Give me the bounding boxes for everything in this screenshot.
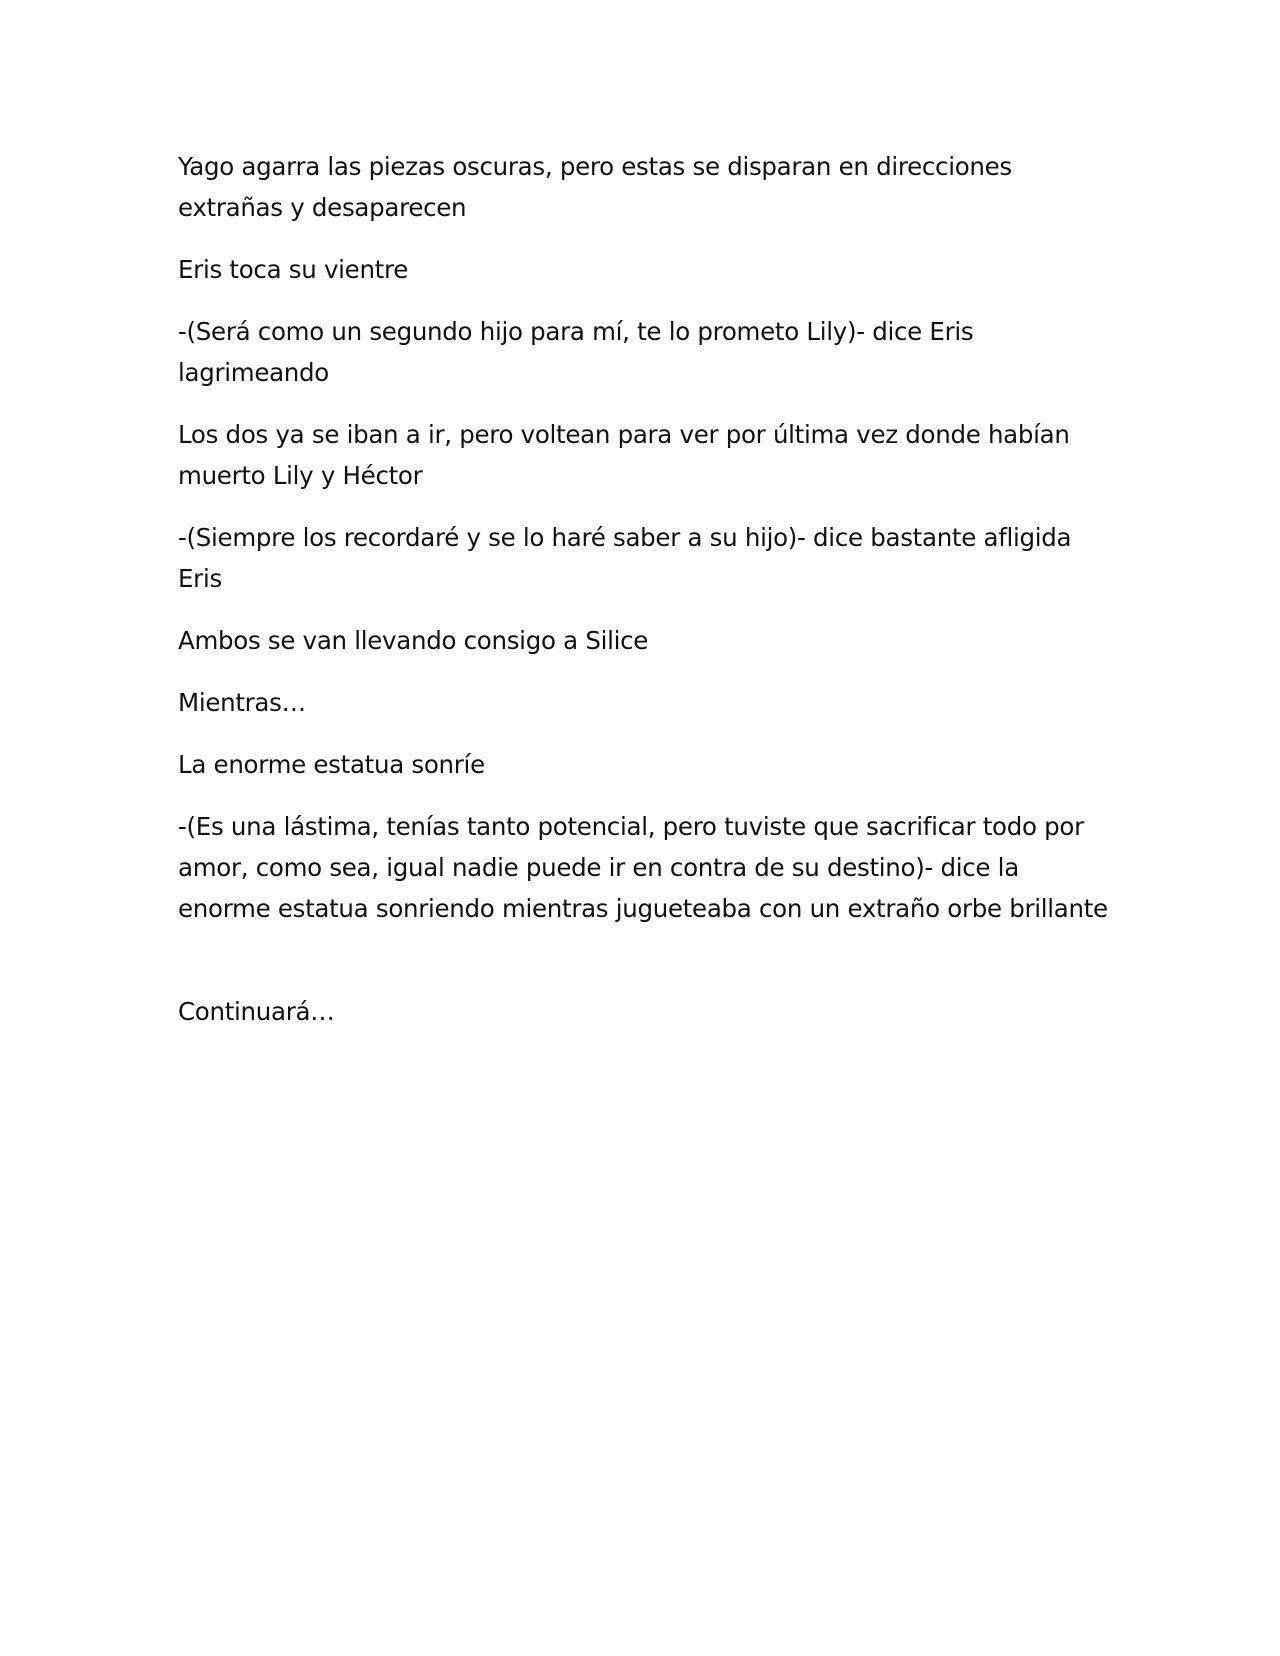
paragraph: -(Será como un segundo hijo para mí, te lo prometo Lily)- dice Eris lagrimeando bbox=[178, 317, 974, 387]
paragraph: Yago agarra las piezas oscuras, pero estas se disparan en direcciones extrañas y desaparecen bbox=[178, 152, 1012, 222]
paragraph: Los dos ya se iban a ir, pero voltean para ver por última vez donde habían muerto Lily y Héctor bbox=[178, 420, 1070, 490]
paragraph: Ambos se van llevando consigo a Silice bbox=[178, 626, 649, 655]
paragraph: Mientras… bbox=[178, 688, 306, 717]
paragraph: La enorme estatua sonríe bbox=[178, 750, 485, 779]
paragraph: -(Siempre los recordaré y se lo haré saber a su hijo)- dice bastante afligida Eris bbox=[178, 523, 1072, 593]
paragraph: -(Es una lástima, tenías tanto potencial, pero tuviste que sacrificar todo por amor, como sea, igual nadie puede ir en contra de su destino)- dice la enorme estatua sonriendo mientras jugueteaba con un extraño orbe brillante bbox=[178, 812, 1108, 923]
document-body bbox=[178, 146, 1118, 1053]
ending-text: Continuará… bbox=[178, 997, 335, 1026]
paragraph: Eris toca su vientre bbox=[178, 255, 408, 284]
